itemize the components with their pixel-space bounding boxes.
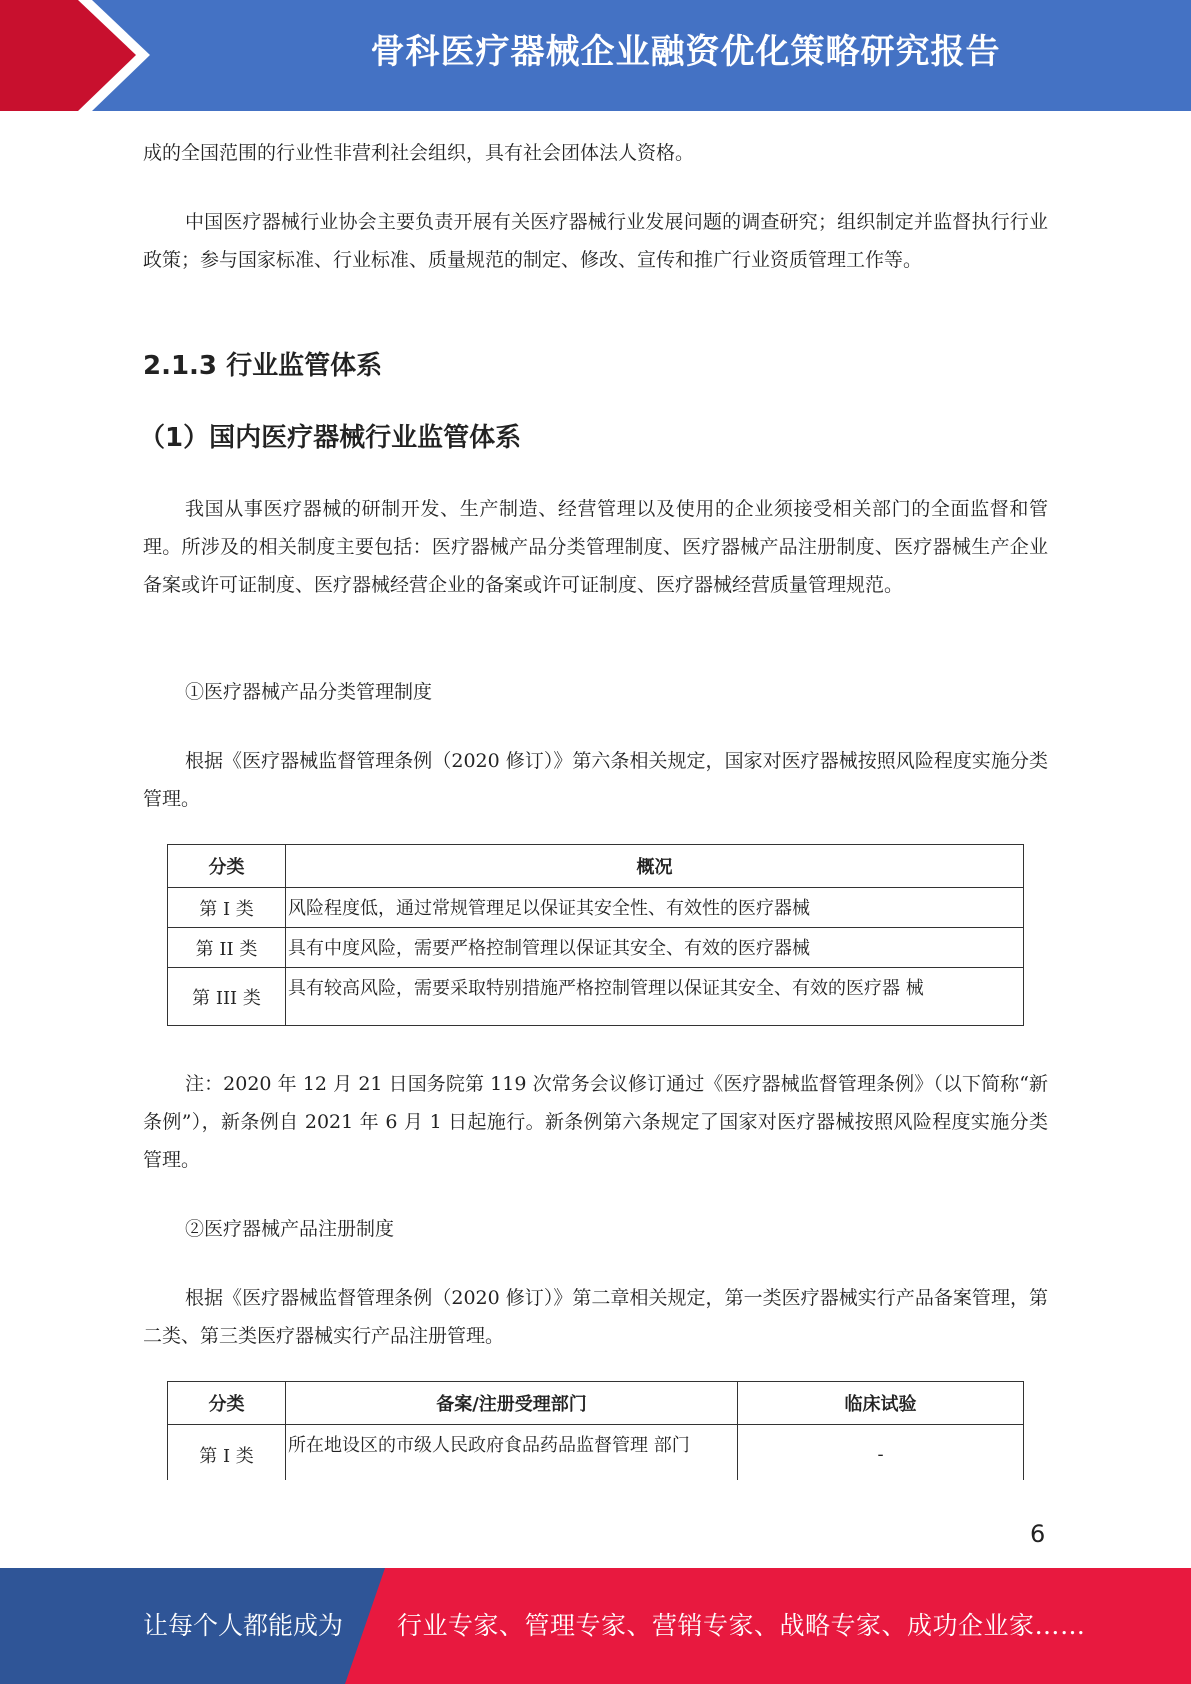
table-row: [168, 1425, 1024, 1481]
paragraph: 根据《医疗器械监督管理条例（2020 修订）》第二章相关规定，第一类医疗器械实行产品备案管理，第二类、第三类医疗器械实行产品注册管理。: [143, 1287, 1048, 1347]
paragraph: 成的全国范围的行业性非营利社会组织，具有社会团体法人资格。: [143, 142, 695, 164]
table-row: [168, 968, 1024, 1026]
registration-table-clip: [167, 1381, 1025, 1480]
subsection-heading: （1）国内医疗器械行业监管体系: [139, 423, 522, 453]
table-header-row: [168, 845, 1024, 888]
footer-band: [0, 1568, 1191, 1684]
table-header-cell: 备案/注册受理部门: [286, 1382, 738, 1425]
table-cell-description: 具有中度风险，需要严格控制管理以保证其安全、有效的医疗器械: [286, 928, 1024, 968]
section-heading: 2.1.3 行业监管体系: [143, 351, 383, 381]
note-paragraph: 注：2020 年 12 月 21 日国务院第 119 次常务会议修订通过《医疗器械监督管理条例》（以下简称“新条例”），新条例自 2021 年 6 月 1 日起施行。新条例第六条规定了国家对医疗器械按照风险程度实施分类管理。: [143, 1073, 1048, 1171]
table-row: [168, 888, 1024, 928]
table-header-row: [168, 1382, 1024, 1425]
table-cell-description: 具有较高风险，需要采取特别措施严格控制管理以保证其安全、有效的医疗器 械: [286, 968, 1024, 1026]
arrow-chevron-icon: [0, 0, 160, 111]
table-cell-category: 第 I 类: [168, 1425, 286, 1481]
table-cell-category: 第 III 类: [168, 968, 286, 1026]
table-cell-description: 风险程度低，通过常规管理足以保证其安全性、有效性的医疗器械: [286, 888, 1024, 928]
paragraph: ①医疗器械产品分类管理制度: [185, 681, 433, 703]
footer-slogan-right: 行业专家、管理专家、营销专家、战略专家、成功企业家……: [397, 1611, 1086, 1640]
paragraph: ②医疗器械产品注册制度: [185, 1218, 395, 1240]
classification-table: [167, 844, 1024, 1026]
registration-table: [167, 1381, 1024, 1480]
table-row: [168, 928, 1024, 968]
table-cell-clinical-trial: -: [738, 1425, 1024, 1481]
paragraph: 中国医疗器械行业协会主要负责开展有关医疗器械行业发展问题的调查研究；组织制定并监督执行行业政策；参与国家标准、行业标准、质量规范的制定、修改、宣传和推广行业资质管理工作等。: [143, 211, 1048, 271]
table-header-cell: 概况: [286, 845, 1024, 888]
table-cell-department: 所在地设区的市级人民政府食品药品监督管理 部门: [286, 1425, 738, 1481]
paragraph: 我国从事医疗器械的研制开发、生产制造、经营管理以及使用的企业须接受相关部门的全面监督和管理。所涉及的相关制度主要包括：医疗器械产品分类管理制度、医疗器械产品注册制度、医疗器械生产企业备案或许可证制度、医疗器械经营企业的备案或许可证制度、医疗器械经营质量管理规范。: [143, 498, 1048, 596]
footer-slogan-left: 让每个人都能成为: [143, 1611, 344, 1640]
table-header-cell: 临床试验: [738, 1382, 1024, 1425]
paragraph: 根据《医疗器械监督管理条例（2020 修订）》第六条相关规定，国家对医疗器械按照风险程度实施分类管理。: [143, 750, 1048, 810]
page-number: 6: [1030, 1520, 1046, 1548]
header-band: [0, 0, 1191, 111]
report-title: 骨科医疗器械企业融资优化策略研究报告: [370, 32, 1001, 72]
table-header-cell: 分类: [168, 845, 286, 888]
table-header-cell: 分类: [168, 1382, 286, 1425]
table-cell-category: 第 II 类: [168, 928, 286, 968]
table-cell-category: 第 I 类: [168, 888, 286, 928]
